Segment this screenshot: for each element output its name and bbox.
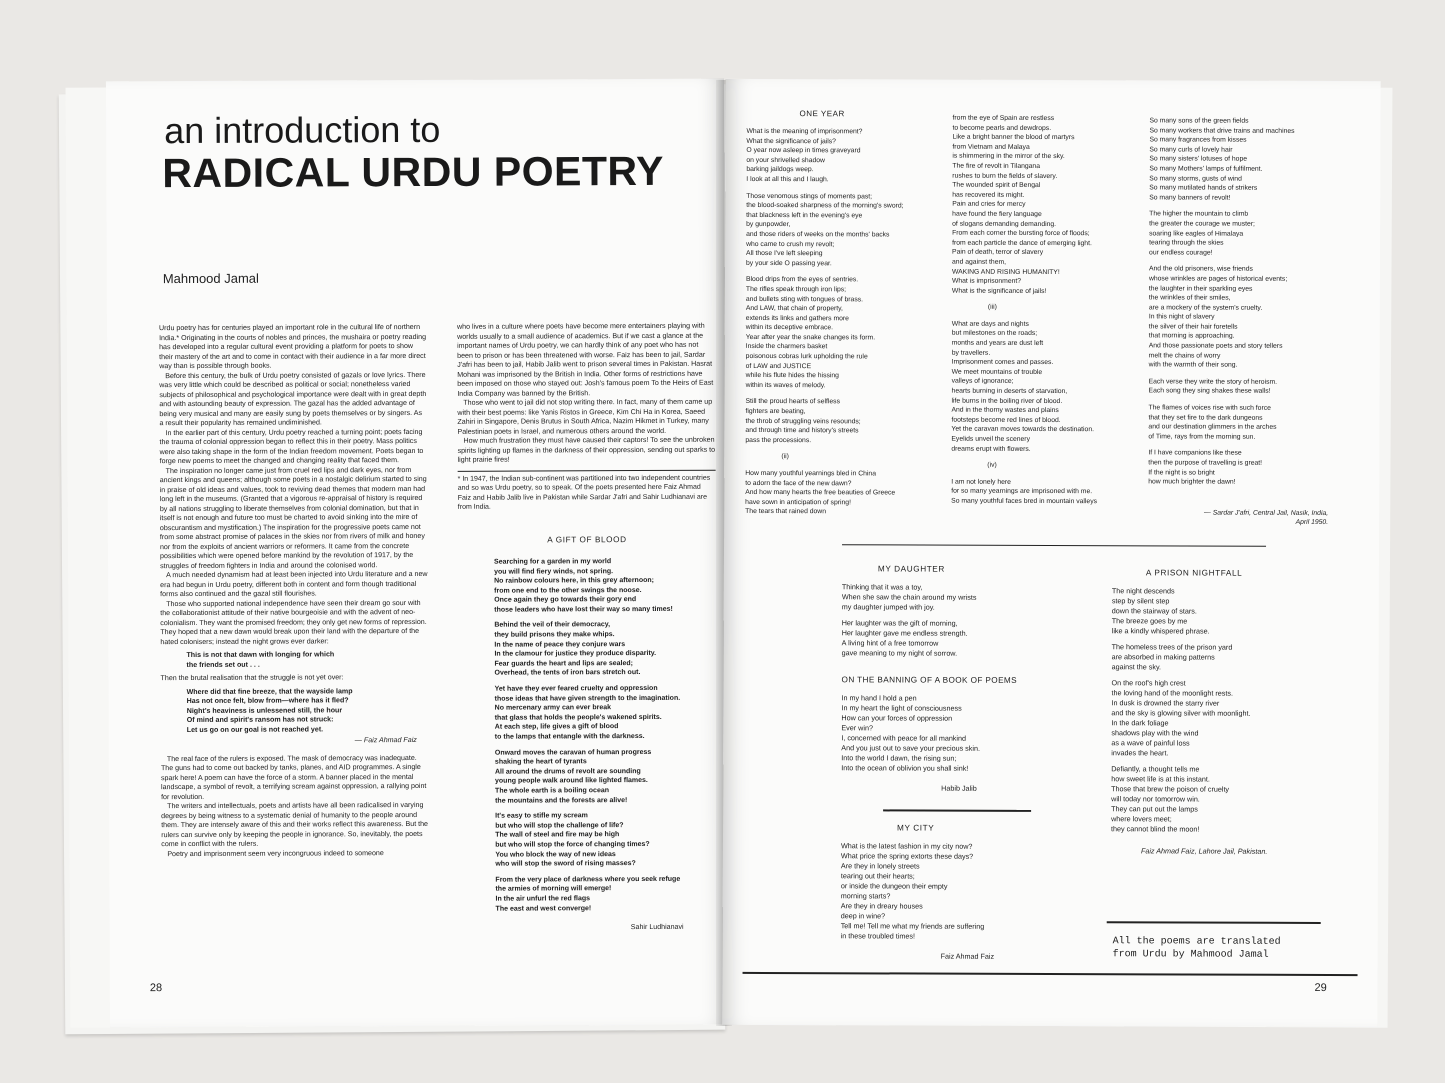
poem-line: And LAW, that chain of property, <box>745 305 843 313</box>
poem-line: Eyelids unveil the scenery <box>951 435 1031 443</box>
poem-line: If I have companions like these <box>1148 449 1242 458</box>
poem-attribution: Faiz Ahmad Faiz, Lahore Jail, Pakistan. <box>1140 846 1268 856</box>
poem-line: dreams erupt with flowers. <box>951 445 1031 453</box>
poem-line: Pain of death, terror of slavery <box>952 248 1044 257</box>
poem-line: Searching for a garden in my world <box>494 558 612 566</box>
poem-title: A PRISON NIGHTFALL <box>1145 568 1243 578</box>
poem-line: of Time, rays from the morning sun. <box>1148 433 1256 441</box>
one-year-column-1 <box>745 127 951 525</box>
poem-line: Like a bright banner the blood of martyrs <box>952 133 1075 142</box>
title-line-2: RADICAL URDU POETRY <box>162 147 664 197</box>
right-page <box>722 79 1380 1027</box>
poem-line: It's easy to stifle my scream <box>495 812 588 820</box>
stanza <box>1149 116 1359 203</box>
poem-line: the throb of struggling veins resounds; <box>745 417 861 425</box>
poem-line: the wrinkles of their smiles, <box>1148 294 1231 302</box>
body-paragraph: Those who supported national independence have seen their dream go sour with the collaborationist attitude of their native bourgeoisie and with the advent of neo-colonialism. They want the promised freedom; they only get new forms of repression. They hoped that a new dawn would break upon their land with the departure of the hated colonisers; instead the night grows ever darker: <box>160 598 427 646</box>
poem-line: in these troubled times! <box>840 931 915 941</box>
poem-line: our endless courage! <box>1149 249 1213 257</box>
poem-line: gave meaning to my night of sorrow. <box>841 648 958 658</box>
poem-line: by travellers. <box>951 349 991 357</box>
stanza <box>951 320 1151 455</box>
poem-line: and against them, <box>952 258 1007 266</box>
poem-line: (ii) <box>781 453 789 461</box>
poem-line: those ideas that have given strength to the imagination. <box>494 694 681 703</box>
poem-line: have sown in anticipation of spring! <box>745 498 851 507</box>
footnote: * In 1947, the Indian sub-continent was partitioned into two independent countries and so was Urdu poetry, so to speak. Of the poets presented here Faiz Ahmad Faiz and Habib Jalib live in Pakistan while Sardar J'afri and Sahir Ludhianavi are from India. <box>457 474 711 511</box>
body-paragraph: A much needed dynamism had at least been injected into Urdu literature and a new era had begun in Urdu poetry, different both in content and form though traditional forms also continued and the gazal still flourishes. <box>160 569 428 599</box>
poem-body <box>841 693 1061 774</box>
poem-line: I, concerned with peace for all mankind <box>841 733 967 743</box>
poem-line: So many storms, gusts of wind <box>1149 174 1242 183</box>
poem-line: young people walk around like lighted flames. <box>494 777 648 786</box>
stanza <box>1112 642 1352 673</box>
poem-line: No mercenary army can ever break <box>494 704 612 712</box>
poem-line: the greater the courage we muster; <box>1149 220 1255 228</box>
poem-line: those leaders who have lost their way so many times! <box>494 605 673 614</box>
quote-block <box>161 686 429 735</box>
divider <box>842 544 1266 547</box>
poem-line: In this night of slavery <box>1148 313 1215 321</box>
quote-attribution: — Faiz Ahmad Faiz <box>354 736 417 745</box>
stanza <box>1112 586 1352 637</box>
poem-line: Behind the veil of their democracy, <box>494 621 611 630</box>
stanza <box>842 618 1062 659</box>
poem-body <box>1111 586 1352 835</box>
poem-line: within its waves of melody. <box>745 381 826 390</box>
poem-line: Each song they sing shakes these walls! <box>1148 387 1271 396</box>
poem-attribution: Sahir Ludhianavi <box>630 922 684 932</box>
poem-line: On the roof's high crest <box>1111 678 1186 688</box>
poem-line: What the significance of jails? <box>746 137 836 145</box>
poem-line: And how many hearts the free beauties of Greece <box>745 489 896 497</box>
poem-line: down the stairway of stars. <box>1111 606 1197 616</box>
poem-line: fighters are beating, <box>745 407 806 416</box>
poem-line: shaking the heart of tyrants <box>494 758 587 766</box>
stanza <box>495 684 717 743</box>
stanza <box>951 477 1151 506</box>
poem-line: Pain and cries for mercy <box>952 200 1026 209</box>
poem-line: the armies of morning will emerge! <box>495 885 612 893</box>
quote-line: Let us go on our goal is not reached yet. <box>186 724 324 734</box>
poem-line: tearing out their hearts; <box>840 871 915 881</box>
body-paragraph: The real face of the rulers is exposed. The mask of democracy was inadequate. The guns had to come out backed by tanks, planes, and AID programmes. A single spark here! A poem can have the force of a storm. A banner placed in the mental landscape, a symbol of revolt, a terrifying scream against oppression, a rallying point for revolution. <box>160 753 427 801</box>
poem-line: In my heart the light of consciousness <box>841 703 962 713</box>
poem-line: invades the heart. <box>1111 748 1169 758</box>
poem-title: MY CITY <box>897 823 935 833</box>
poem-line: Fear guards the heart and lips are sealed; <box>494 659 633 668</box>
poem-line: You who block the way of new ideas <box>495 850 616 859</box>
poem-line: melt the chains of worry <box>1148 351 1221 360</box>
poem-line: but milestones on the roads; <box>951 330 1038 338</box>
poem-line: to adorn the face of the new dawn? <box>745 479 852 487</box>
poem-line: In the name of peace they conjure wars <box>494 640 626 649</box>
poem-line: So many curls of lovely hair <box>1149 146 1233 154</box>
poem-line: Into the world I dawn, the rising sun; <box>841 753 957 763</box>
poem-title: A GIFT OF BLOOD <box>547 535 627 545</box>
poem-attribution: Habib Jalib <box>941 783 977 793</box>
poem-line: are a mockery of the system's cruelty. <box>1148 304 1263 312</box>
poem-line: They can put out the lamps <box>1111 804 1198 814</box>
poem-line: Tell me! Tell me what my friends are suffering <box>840 921 985 931</box>
poem-line: Onward moves the caravan of human progress <box>494 748 652 757</box>
poem-line: hearts burning in deserts of starvation, <box>951 387 1068 396</box>
divider <box>458 469 716 471</box>
poem-line: that they set fire to the dark dungeons <box>1148 413 1263 422</box>
poem-line: like a kindly whispered phrase. <box>1111 626 1210 636</box>
poem-line: Blood drips from the eyes of sentries. <box>745 276 859 284</box>
stanza <box>952 114 1153 297</box>
poem-line: pass the processions. <box>745 436 812 444</box>
one-year-column-2 <box>951 114 1152 514</box>
poem-line: The wall of steel and fire may be high <box>495 831 620 840</box>
poem-line: who will stop the sword of rising masses? <box>495 860 636 868</box>
poem-line: morning starts? <box>840 891 891 901</box>
poem-line: has recovered its might. <box>952 191 1025 199</box>
poem-line: or inside the dungeon their empty <box>840 881 948 891</box>
poem-line: At each step, life gives a gift of blood <box>494 723 619 732</box>
stanza <box>841 693 1061 774</box>
poem-line: So many workers that drive trains and machines <box>1149 126 1295 135</box>
poem-line: Yet the caravan moves towards the destination. <box>951 426 1095 434</box>
intro-column-2 <box>457 322 718 934</box>
poem-line: Defiantly, a thought tells me <box>1111 764 1200 774</box>
poem-line: for so many yearnings are imprisoned with me. <box>951 488 1093 496</box>
poem-line: tearing through the skies <box>1149 239 1224 247</box>
poem-line: as a wave of painful loss <box>1111 738 1190 748</box>
poem-line: No rainbow colours here, in this grey afternoon; <box>494 577 654 585</box>
left-page <box>106 79 728 1028</box>
stanza <box>746 191 951 268</box>
poem-line: We meet mountains of trouble <box>951 368 1043 376</box>
stanza <box>745 469 950 518</box>
poem-line: The higher the mountain to climb <box>1149 210 1249 219</box>
poem-line: What is the latest fashion in my city now? <box>840 841 973 851</box>
stanza <box>1111 678 1351 759</box>
poem-line: of slogans demanding demanding. <box>952 220 1057 228</box>
body-paragraph: Then the brutal realisation that the struggle is not yet over: <box>160 673 344 683</box>
poem-line: Those venomous stings of moments past; <box>746 192 873 200</box>
quote-line: Where did that fine breeze, that the wayside lamp <box>186 686 353 696</box>
poem-line: What price the spring extorts these days? <box>840 851 974 861</box>
prison-nightfall-poem <box>1111 568 1352 857</box>
poem-line: WAKING AND RISING HUMANITY! <box>951 268 1060 276</box>
poem-line: The east and west converge! <box>495 904 592 913</box>
intro-column-1 <box>159 323 429 859</box>
poem-line: Each verse they write the story of heroism. <box>1148 378 1278 386</box>
poem-line: who came to crush my revolt; <box>746 240 835 248</box>
poem-line: From each corner the bursting force of floods; <box>952 229 1090 238</box>
poem-line: Those that brew the poison of cruelty <box>1111 784 1230 794</box>
poem-line: The breeze goes by me <box>1111 616 1188 626</box>
stanza <box>1149 377 1359 397</box>
poem-line: Are they in dreary houses <box>840 901 923 911</box>
poem-line: Thinking that it was a toy, <box>841 582 923 592</box>
stanza <box>951 461 1151 471</box>
body-paragraph: The writers and intellectuals, poets and artists have all been radicalised in varying degrees by being witness to a systematic denial of humanity to the people around them. They are intensely aware of this and their works reflect this awareness. But the rulers can survive only by keeping the people in ignorance. So, inevitably, the poets come in conflict with the rulers. <box>161 800 429 849</box>
poem-line: of LAW and JUSTICE <box>745 362 812 370</box>
stanza <box>1148 403 1358 442</box>
poem-line: against the sky. <box>1111 662 1162 672</box>
one-year-title: ONE YEAR <box>799 109 845 119</box>
poem-line: I look at all this and I laugh. <box>746 175 829 184</box>
page-number: 28 <box>149 982 163 995</box>
poem-line: from each particle the dance of emerging light. <box>952 239 1092 247</box>
poem-line: All those I've left sleeping <box>746 250 823 258</box>
poem-line: So many banners of revolt! <box>1149 194 1231 202</box>
stanza <box>952 303 1152 313</box>
poem-line: is shimmering in the mirror of the sky. <box>952 153 1065 161</box>
stanza <box>1148 449 1358 488</box>
poem-line: Imprisonment comes and passes. <box>951 358 1054 367</box>
poem-line: are absorbed in making patterns <box>1111 652 1215 662</box>
poem-line: they build prisons they make whips. <box>494 631 615 639</box>
poem-title: ON THE BANNING OF A BOOK OF POEMS <box>841 675 1018 685</box>
poem-line: So many sisters' lotuses of hope <box>1149 155 1248 164</box>
one-year-attribution: — Sardar J'afri, Central Jail, Nasik, India, April 1950. <box>1204 509 1329 527</box>
poem-line: you will find fiery winds, not spring. <box>494 567 614 576</box>
poem-line: In the clamour for justice they produce disparity. <box>494 650 657 658</box>
poem-line: by gunpowder, <box>746 221 791 229</box>
poem-line: that blackness left in the evening's eye <box>746 211 863 220</box>
poem-line: How many youthful yearnings bled in China <box>745 469 877 478</box>
poem-line: how sweet life is at this instant. <box>1111 774 1210 784</box>
poem-line: The homeless trees of the prison yard <box>1111 642 1233 652</box>
poem-line: rushes to burn the fields of slavery. <box>952 172 1058 180</box>
poem-line: And those passionate poets and story tellers <box>1148 342 1283 350</box>
stanza <box>494 557 716 616</box>
poem-line: Into the ocean of oblivion you shall sink! <box>841 763 969 773</box>
poem-line: then the purpose of travelling is great! <box>1148 459 1263 467</box>
translation-note: All the poems are translated from Urdu by Mahmood Jamal <box>1112 936 1281 961</box>
divider <box>883 809 1031 811</box>
poem-line: When she saw the chain around my wrists <box>841 592 977 602</box>
poem-line: A living hint of a free tomorrow <box>841 638 939 648</box>
poem-line: So many mutilated hands of strikers <box>1149 184 1258 192</box>
poem-line: months and years are dust left <box>951 339 1044 348</box>
poem-line: The rifles speak through iron lips; <box>745 285 847 294</box>
poem-attribution: Faiz Ahmad Faiz <box>940 951 995 961</box>
poem-line: The whole earth is a boiling ocean <box>495 787 610 795</box>
poem-line: how much brighter the dawn! <box>1148 478 1236 486</box>
poem-body <box>842 582 1062 659</box>
poem-line: So many Mothers' lamps of fulfilment. <box>1149 165 1263 173</box>
poem-line: Are they in lonely streets <box>840 861 920 871</box>
stanza <box>495 811 717 870</box>
author-name: Mahmood Jamal <box>162 270 259 287</box>
poem-line: shadows play with the wind <box>1111 728 1199 738</box>
poem-line: If the night is so bright <box>1148 468 1215 477</box>
poem-line: while his flute hides the hissing <box>745 372 839 380</box>
poem-line: What is the significance of jails! <box>951 287 1047 295</box>
poem-line: The night descends <box>1111 586 1175 596</box>
poem-line: and through time and history's streets <box>745 427 859 435</box>
title-line-1: an introduction to <box>164 108 441 152</box>
poem-line: to become pearls and dewdrops. <box>952 124 1052 132</box>
poem-line: So many fragrances from kisses <box>1149 136 1247 144</box>
poem-line: And the old prisoners, wise friends <box>1148 265 1253 274</box>
body-paragraph: Urdu poetry has for centuries played an important role in the cultural life of northern India.* Originating in the courts of nobles and princes, the mushaira or poetry reading has developed into a regular cultural event providing a platform for poets to show their mastery of the art and to come in contact with their audience in a far more direct way than is possible through books. <box>158 322 427 371</box>
body-paragraph: In the earlier part of this century, Urdu poetry reached a turning point; poets facing the trauma of colonial oppression began to reflect this in their poetry. Mass politics were also taking shape in the form of the Indian freedom movement. Poets began to forge new poems to meet the changed and changing reality that faced them. <box>159 427 424 466</box>
quote-line: Of mind and spirit's ransom has not struck: <box>186 715 334 725</box>
poem-line: and bullets sting with tongues of brass. <box>745 295 864 303</box>
poem-line: step by silent step <box>1111 596 1170 606</box>
body-paragraph: The inspiration no longer came just from cruel red lips and dark eyes, nor from ancient kings and queens; although some poets in a nostalgic delirium started to sing in praise of old ideas and values, took to reviving dead themes that modern man had long left in the museums. (Granted that a vigorous re-appraisal of history is required by all nations struggling to liberate themselves from colonial domination, but that in itself is not enough and future too must be charted to avoid sinking into the mire of obscurantism and mystification.) The inspiration for the progressive poets came not from some abstract promise of palaces in the skies nor from rivers of milk and honey nor from the exploits of ancient warriors or reformers. It came from the concrete possibilities which were opened before mankind by the revolution of 1917, by the struggles of freedom fighters in India and around the colonised world. <box>159 465 427 570</box>
poem-line: And you just out to save your precious skin. <box>841 743 980 753</box>
quote-line: Has not once felt, blow from—where has it fled? <box>186 696 349 706</box>
poem-line: The tears that rained down <box>745 508 827 516</box>
poem-line: and our destination glimmers in the arches <box>1148 423 1277 432</box>
quote-block <box>160 650 428 670</box>
stanza <box>841 841 1061 942</box>
poem-line: will today nor tomorrow win. <box>1111 794 1200 804</box>
poem-line: Year after year the snake changes its form. <box>745 333 876 342</box>
poem-line: O year now asleep in times graveyard <box>746 147 861 155</box>
poem-line: So many sons of the green fields <box>1149 117 1249 125</box>
poem-line: within its deceptive embrace. <box>745 324 834 332</box>
poem-line: they cannot blind the moon! <box>1111 824 1200 834</box>
poem-line: by your side O passing year. <box>745 259 832 267</box>
poem-line: that glass that holds the people's wakened spirits. <box>494 713 662 722</box>
page-number: 29 <box>1314 981 1327 994</box>
poem-line: but who will stop the challenge of life? <box>495 821 624 830</box>
gift-of-blood-poem <box>458 557 718 914</box>
body-paragraph: who lives in a culture where poets have become mere entertainers playing with worlds usually to a small audience of academics. But if we cast a glance at the important names of Urdu poetry, we can hardly think of any poet who has not been to prison or has been threatened with worse. Faiz has been to jail, Sardar J'afri has been to jail, Habib Jalib went to prison several times in Pakistan. Hasrat Mohani was imprisoned by the British in India. Other forms of restrictions have been imposed on those who stayed out: Josh's famous poem To the Heirs of East India Company was banned by the British. <box>456 321 714 398</box>
poem-line: And in the thorny wastes and plains <box>951 406 1059 415</box>
poem-line: In dusk is drowned the starry river <box>1111 698 1220 708</box>
poem-line: but who will stop the force of changing times? <box>495 840 650 849</box>
poem-line: footsteps become red lines of blood. <box>951 416 1061 424</box>
poem-line: How can your forces of oppression <box>841 713 953 723</box>
poem-line: Still the proud hearts of selfless <box>745 398 840 406</box>
banning-poem <box>841 675 1061 794</box>
poem-line: In the dark foliage <box>1111 718 1169 728</box>
poem-line: from the eye of Spain are restless <box>952 114 1055 123</box>
poem-line: What is the meaning of imprisonment? <box>746 127 863 136</box>
poem-line: So many youthful faces bred in mountain valleys <box>951 497 1098 506</box>
poem-line: (iii) <box>987 304 997 312</box>
poem-line: and the sky is glowing silver with moonlight. <box>1111 708 1251 718</box>
my-daughter-poem <box>842 564 1062 665</box>
poem-line: poisonous cobras lurk upholding the rule <box>745 352 868 361</box>
my-city-poem <box>841 823 1061 962</box>
poem-line: the silver of their hair foretells <box>1148 323 1238 331</box>
poem-line: and those riders of weeks on the months' backs <box>746 230 890 239</box>
poem-line: The wounded spirit of Bengal <box>952 181 1041 190</box>
poem-line: In my hand I hold a pen <box>841 693 917 703</box>
poem-line: Her laughter was the gift of morning, <box>841 618 958 628</box>
quote-line: This is not that dawn with longing for which <box>186 650 335 660</box>
bottom-rule <box>743 972 1358 976</box>
poem-line: Inside the charmers basket <box>745 343 828 351</box>
poem-line: Once again they go towards their gory end <box>494 596 637 604</box>
stanza <box>495 747 717 806</box>
poem-line: have found the fiery language <box>952 210 1042 218</box>
poem-line: deep in wine? <box>840 911 886 921</box>
divider <box>1107 921 1321 923</box>
poem-line: (iv) <box>987 461 997 469</box>
stanza <box>746 275 951 391</box>
poem-line: Her laughter gave me endless strength. <box>841 628 968 638</box>
stanza <box>1149 210 1359 259</box>
poem-line: All around the drums of revolt are sounding <box>494 767 641 776</box>
poem-line: The flames of voices rise with such force <box>1148 404 1271 412</box>
poem-line: the blood-soaked sharpness of the morning's sword; <box>746 202 904 210</box>
stanza <box>495 874 717 913</box>
poem-line: In the air unfurl the red flags <box>495 895 591 903</box>
body-paragraph: Poetry and imprisonment seem very incongruous indeed to someone <box>167 848 384 858</box>
poem-line: barking jaildogs weep. <box>746 166 814 174</box>
poem-line: the mountains and the forests are alive! <box>495 796 628 805</box>
poem-line: my daughter jumped with joy. <box>841 602 935 612</box>
poem-line: valleys of ignorance; <box>951 378 1014 386</box>
body-paragraph: Before this century, the bulk of Urdu poetry consisted of gazals or love lyrics. There was very little which could be described as political or social; nonetheless varied subjects of philosophical and psychological importance were dealt with in great depth and with astounding beauty of expression. The gazal has the added advantage of being very musical and many are easily sung by poets themselves or by singers. As a result their popularity has remained undiminished. <box>159 370 427 428</box>
poem-line: where lovers meet; <box>1111 814 1172 824</box>
poem-line: whose wrinkles are pages of historical events; <box>1148 275 1288 283</box>
poem-line: What is imprisonment? <box>951 277 1022 285</box>
poem-line: from Vietnam and Malaya <box>952 143 1030 151</box>
stanza <box>1149 265 1359 371</box>
poem-line: Yet have they ever feared cruelty and oppression <box>494 684 658 693</box>
stanza <box>842 582 1062 613</box>
poem-line: the laughter in their sparkling eyes <box>1148 284 1253 293</box>
poem-body <box>841 841 1061 942</box>
stanza <box>745 397 950 446</box>
poem-line: with the warmth of their song. <box>1148 361 1238 369</box>
body-paragraph: Those who went to jail did not stop writing there. In fact, many of them came up with their best poems: like Yanis Ristos in Greece, Kim Chi Ha in Korea, Saeed Zahiri in Singapore, Denis Brutus in South Africa, Nazim Hikmet in Turkey, many Palestinian poets in Israel, and numerous others around the world. <box>457 397 713 436</box>
stanza <box>746 127 951 185</box>
poem-title: MY DAUGHTER <box>877 564 945 574</box>
stanza <box>1111 764 1351 835</box>
stanza <box>745 452 950 462</box>
poem-line: extends its links and gathers more <box>745 314 849 322</box>
poem-line: What are days and nights <box>951 320 1029 328</box>
poem-line: life burns in the boiling river of blood. <box>951 397 1063 405</box>
body-paragraph: How much frustration they must have caused their captors! To see the unbroken spirits lighting up flames in the darkness of their oppression, sending out sparks to light prairie fires! <box>457 435 716 464</box>
poem-line: the loving hand of the moonlight rests. <box>1111 688 1233 698</box>
poem-line: from one end to the other swings the noose. <box>494 586 642 595</box>
poem-line: soaring like eagles of Himalaya <box>1149 229 1244 238</box>
poem-line: Overhead, the tents of iron bars stretch out. <box>494 669 641 678</box>
poem-line: Ever win? <box>841 723 873 733</box>
poem-line: The fire of revolt in Tilangana <box>952 162 1041 170</box>
quote-line: Night's heaviness is unlessened still, the hour <box>186 705 343 715</box>
poem-line: on your shrivelled shadow <box>746 156 825 164</box>
stanza <box>494 620 716 679</box>
poem-line: I am not lonely here <box>951 478 1011 486</box>
poem-line: to the lamps that entangle with the darkness. <box>494 733 645 741</box>
poem-line: From the very place of darkness where you seek refuge <box>495 875 681 884</box>
poem-line: that morning is approaching. <box>1148 332 1235 341</box>
quote-line: the friends set out . . . <box>186 660 260 669</box>
one-year-column-3 <box>1148 116 1359 495</box>
